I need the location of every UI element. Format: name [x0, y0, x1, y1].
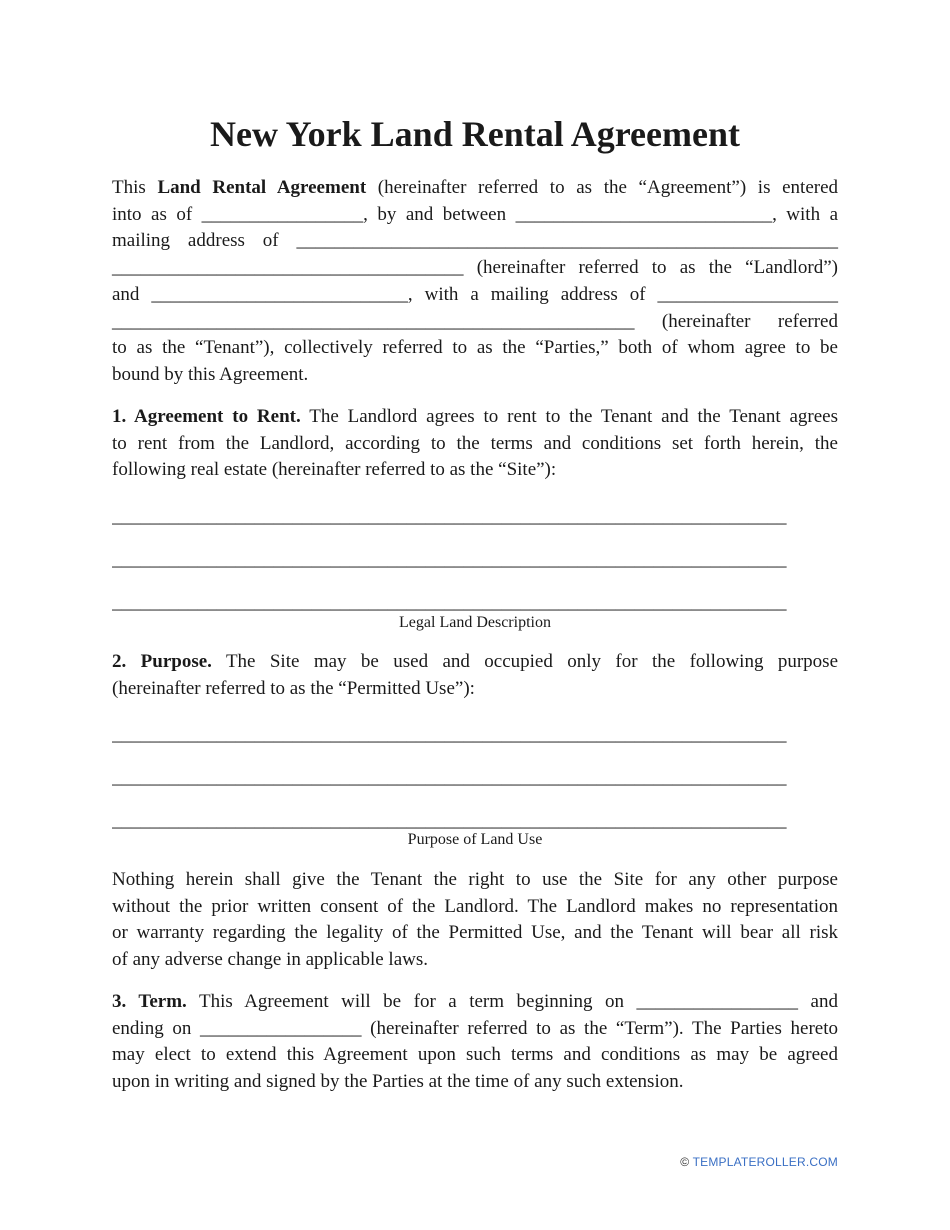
- section-2-paragraph: [112, 649, 838, 702]
- permitted-use-line-3: or warranty regarding the legality of the Permitted Use, and the Tenant will bear all risk: [112, 922, 838, 944]
- section-2-heading: 2. Purpose.: [112, 651, 212, 672]
- intro-line-8: bound by this Agreement.: [112, 363, 309, 385]
- permitted-use-line-1: Nothing herein shall give the Tenant the right to use the Site for any other purpose: [112, 869, 838, 890]
- intro-paragraph: [112, 175, 838, 389]
- section-1-heading: 1. Agreement to Rent.: [112, 406, 301, 427]
- section-3-heading: 3. Term.: [112, 991, 187, 1012]
- intro-line-4: _____________________________________ (hereinafter referred to as the “Landlord”): [112, 257, 838, 279]
- legal-description-caption: Legal Land Description: [399, 614, 551, 631]
- section-3-line-2: ending on _________________ (hereinafter referred to as the “Term”). The Parties hereto: [112, 1017, 838, 1039]
- section-3-line-4: upon in writing and signed by the Parties at the time of any such extension.: [112, 1071, 684, 1093]
- section-2-line-2: (hereinafter referred to as the “Permitted Use”):: [112, 677, 475, 699]
- purpose-line-2[interactable]: _______________________________________________________________________: [112, 767, 787, 788]
- permitted-use-line-2: without the prior written consent of the Landlord. The Landlord makes no representation: [112, 895, 838, 917]
- purpose-line-3[interactable]: _______________________________________________________________________: [112, 810, 787, 831]
- permitted-use-paragraph: [112, 867, 838, 974]
- legal-description-line-2[interactable]: _______________________________________________________________________: [112, 549, 787, 570]
- section-1-line-2: to rent from the Landlord, according to the terms and conditions set forth herein, the: [112, 432, 838, 454]
- intro-line-6: _______________________________________________________ (hereinafter referred: [112, 310, 838, 332]
- purpose-caption: Purpose of Land Use: [407, 831, 543, 848]
- section-3-line-3: may elect to extend this Agreement upon such terms and conditions as may be agreed: [112, 1044, 838, 1066]
- permitted-use-line-4: of any adverse change in applicable laws.: [112, 949, 429, 971]
- section-1-line-3: following real estate (hereinafter referred to as the “Site”):: [112, 459, 557, 481]
- intro-line-3: mailing address of _________________________________________________________: [112, 230, 838, 252]
- legal-description-line-3[interactable]: _______________________________________________________________________: [112, 592, 787, 613]
- section-1-line-1: 1. Agreement to Rent. The Landlord agrees to rent to the Tenant and the Tenant agrees: [112, 406, 838, 427]
- page-title: New York Land Rental Agreement: [210, 114, 740, 154]
- intro-line-5: and ___________________________, with a mailing address of ___________________: [112, 283, 838, 305]
- agreement-name: Land Rental Agreement: [157, 177, 367, 198]
- section-2-line-1: 2. Purpose. The Site may be used and occupied only for the following purpose: [112, 651, 838, 672]
- section-3-line-1: 3. Term. This Agreement will be for a term beginning on _________________ and: [112, 991, 838, 1012]
- section-1-paragraph: [112, 404, 838, 484]
- copyright-symbol: ©: [680, 1155, 690, 1169]
- section-3-paragraph: [112, 989, 838, 1096]
- intro-line-2: into as of _________________, by and between ___________________________, with a: [112, 203, 838, 225]
- purpose-line-1[interactable]: _______________________________________________________________________: [112, 724, 787, 745]
- legal-description-line-1[interactable]: _______________________________________________________________________: [112, 506, 787, 527]
- intro-line-7: to as the “Tenant”), collectively referred to as the “Parties,” both of whom agree to be: [112, 337, 838, 359]
- footer-credit: [680, 1155, 838, 1169]
- intro-line-1: This Land Rental Agreement (hereinafter referred to as the “Agreement”) is entered: [112, 177, 839, 198]
- templateroller-link[interactable]: TEMPLATEROLLER.COM: [692, 1155, 838, 1169]
